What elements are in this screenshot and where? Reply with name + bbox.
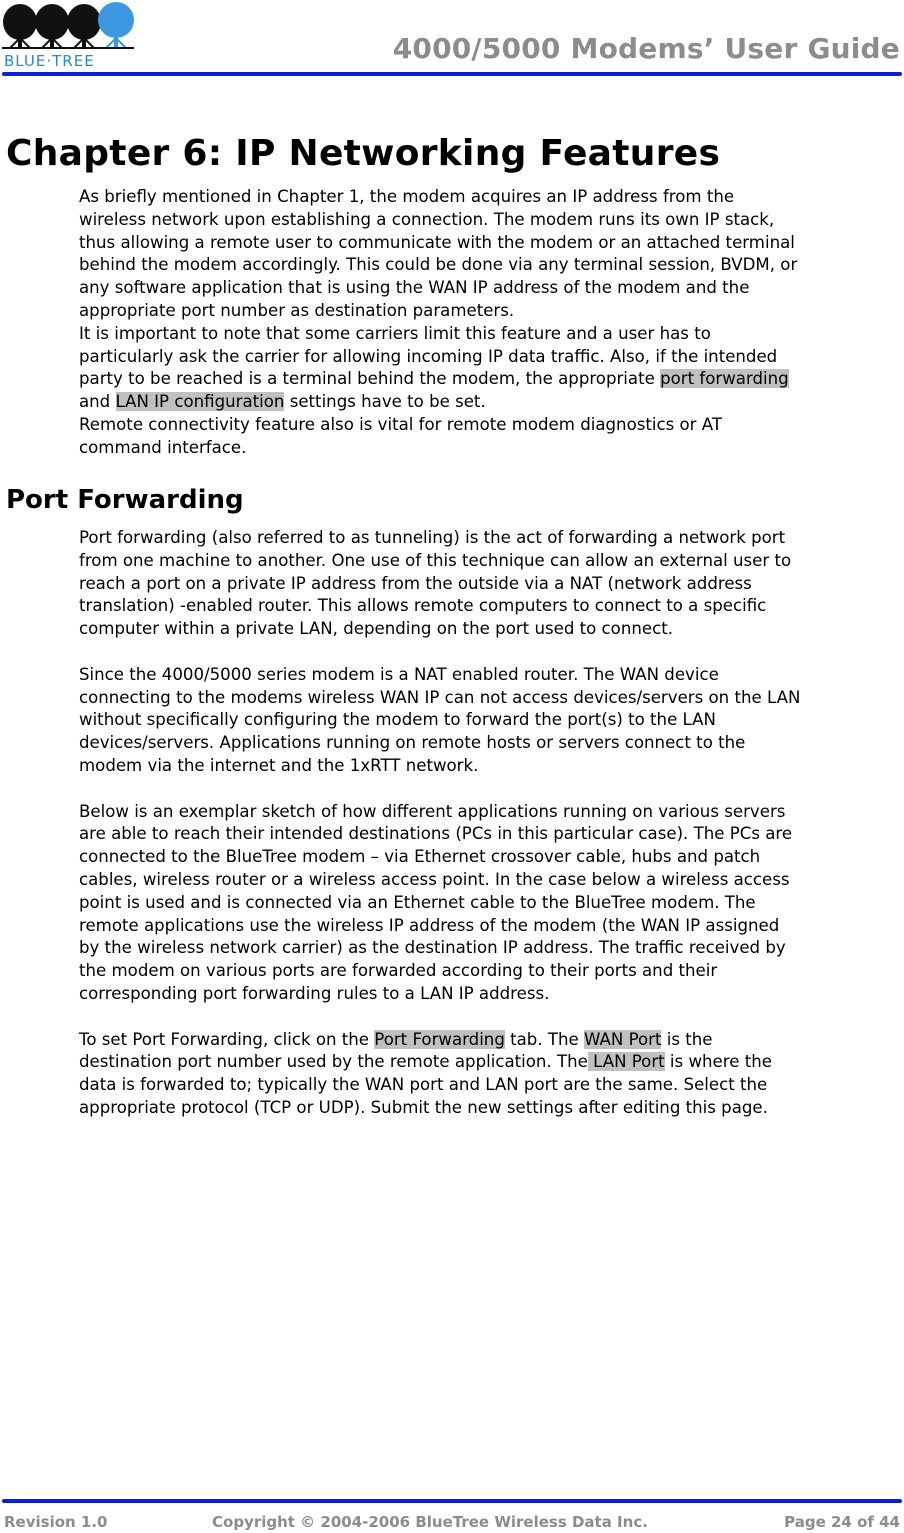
port-forwarding-tab-link[interactable]: Port Forwarding: [374, 1029, 505, 1049]
text-run: party to be reached is a terminal behind the modem, the appropriate: [79, 369, 661, 389]
wan-port-link[interactable]: WAN Port: [584, 1029, 662, 1049]
chapter-title: Chapter 6: IP Networking Features: [6, 133, 721, 174]
text-line: [79, 391, 901, 414]
text-line: thus allowing a remote user to communicate with the modem or an attached terminal: [79, 232, 795, 252]
chapter-intro: [79, 186, 901, 460]
text-line: It is important to note that some carriers limit this feature and a user has to: [79, 323, 711, 343]
text-run: is the: [661, 1029, 713, 1049]
text-line: particularly ask the carrier for allowing incoming IP data traffic. Also, if the intended: [79, 346, 778, 366]
paragraph-gap: [79, 778, 901, 801]
text-line: the modem on various ports are forwarded according to their ports and their: [79, 961, 718, 981]
section-heading-port-forwarding: Port Forwarding: [6, 485, 244, 515]
text-run: and: [79, 392, 116, 412]
lan-port-link[interactable]: LAN Port: [587, 1052, 665, 1072]
text-line: Since the 4000/5000 series modem is a NAT enabled router. The WAN device: [79, 664, 719, 684]
text-line: Remote connectivity feature also is vital for remote modem diagnostics or AT: [79, 414, 722, 434]
text-run: To set Port Forwarding, click on the: [79, 1029, 375, 1049]
text-line: behind the modem accordingly. This could be done via any terminal session, BVDM, or: [79, 255, 798, 275]
text-line: connected to the BlueTree modem – via Ethernet crossover cable, hubs and patch: [79, 847, 761, 867]
text-line: without specifically configuring the modem to forward the port(s) to the LAN: [79, 710, 716, 730]
text-line: translation) -enabled router. This allows remote computers to connect to a specific: [79, 596, 767, 616]
text-line: wireless network upon establishing a connection. The modem runs its own IP stack,: [79, 209, 775, 229]
text-line: by the wireless network carrier) as the destination IP address. The traffic received by: [79, 938, 786, 958]
header-divider: [2, 72, 902, 76]
port-forwarding-link[interactable]: port forwarding: [660, 369, 789, 389]
footer-divider: [2, 1499, 902, 1503]
footer-revision: Revision 1.0: [4, 1513, 108, 1531]
text-line: appropriate protocol (TCP or UDP). Submit the new settings after editing this page.: [79, 1097, 768, 1117]
text-line: connecting to the modems wireless WAN IP can not access devices/servers on the LAN: [79, 687, 801, 707]
text-line: [79, 1029, 901, 1052]
footer-page-number: Page 24 of 44: [784, 1513, 900, 1531]
text-line: remote applications use the wireless IP address of the modem (the WAN IP assigned: [79, 915, 780, 935]
text-line: [79, 1051, 901, 1074]
port-forwarding-body: [79, 527, 901, 1120]
text-line: data is forwarded to; typically the WAN port and LAN port are the same. Select the: [79, 1075, 768, 1095]
text-line: [79, 368, 901, 391]
tree-icon: [0, 0, 140, 70]
text-line: Below is an exemplar sketch of how different applications running on various servers: [79, 801, 786, 821]
text-line: corresponding port forwarding rules to a LAN IP address.: [79, 983, 550, 1003]
text-line: are able to reach their intended destinations (PCs in this particular case). The PCs are: [79, 824, 793, 844]
text-run: destination port number used by the remote application. The: [79, 1052, 588, 1072]
text-line: Port forwarding (also referred to as tunneling) is the act of forwarding a network port: [79, 528, 786, 547]
text-line: devices/servers. Applications running on remote hosts or servers connect to the: [79, 733, 746, 753]
text-line: cables, wireless router or a wireless access point. In the case below a wireless access: [79, 869, 790, 889]
lan-ip-configuration-link[interactable]: LAN IP configuration: [115, 392, 285, 412]
text-line: appropriate port number as destination parameters.: [79, 300, 515, 320]
text-run: tab. The: [504, 1029, 585, 1049]
document-title: 4000/5000 Modems’ User Guide: [392, 32, 900, 65]
text-line: As briefly mentioned in Chapter 1, the modem acquires an IP address from the: [79, 187, 735, 206]
text-line: from one machine to another. One use of this technique can allow an external user to: [79, 550, 792, 570]
logo-text: BLUE·TREE: [4, 52, 95, 70]
text-line: reach a port on a private IP address from the outside via a NAT (network address: [79, 573, 752, 593]
paragraph-gap: [79, 1006, 901, 1029]
text-line: modem via the internet and the 1xRTT network.: [79, 755, 479, 775]
text-line: any software application that is using the WAN IP address of the modem and the: [79, 278, 750, 298]
text-line: command interface.: [79, 437, 247, 457]
text-run: is where the: [664, 1052, 772, 1072]
text-line: point is used and is connected via an Ethernet cable to the BlueTree modem. The: [79, 892, 756, 912]
bluetree-logo: [0, 0, 140, 70]
paragraph-gap: [79, 641, 901, 664]
text-run: settings have to be set.: [284, 392, 486, 412]
text-line: computer within a private LAN, depending on the port used to connect.: [79, 619, 673, 639]
footer-copyright: Copyright © 2004-2006 BlueTree Wireless Data Inc.: [212, 1513, 648, 1531]
